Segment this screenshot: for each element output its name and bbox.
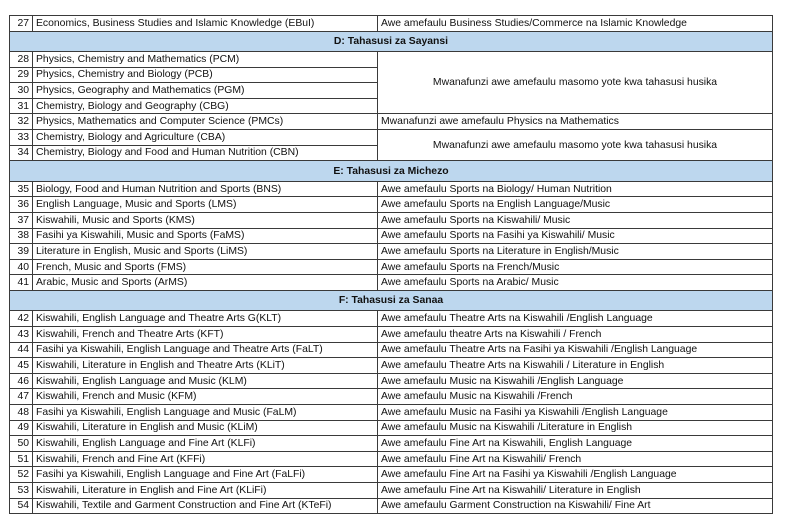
combination-name: Kiswahili, Literature in English and Theatre Arts (KLiT)	[33, 358, 378, 374]
table-row	[10, 498, 773, 514]
requirement: Awe amefaulu Theatre Arts na Fasihi ya Kiswahili /English Language	[378, 342, 773, 358]
table-row	[10, 244, 773, 260]
row-number: 31	[10, 98, 33, 114]
row-number: 49	[10, 420, 33, 436]
table-row	[10, 389, 773, 405]
row-number: 45	[10, 358, 33, 374]
requirement: Awe amefaulu Sports na Biology/ Human Nutrition	[378, 181, 773, 197]
section-header-michezo	[10, 161, 773, 182]
table-row	[10, 327, 773, 343]
combination-name: Chemistry, Biology and Geography (CBG)	[33, 98, 378, 114]
row-number: 48	[10, 404, 33, 420]
table-row	[10, 197, 773, 213]
section-header-sanaa	[10, 290, 773, 311]
requirement: Awe amefaulu Sports na Arabic/ Music	[378, 275, 773, 291]
combination-name: Kiswahili, English Language and Music (KLM)	[33, 373, 378, 389]
table-row	[10, 420, 773, 436]
row-number: 47	[10, 389, 33, 405]
row-number: 27	[10, 16, 33, 32]
combination-name: Kiswahili, Textile and Garment Construction and Fine Art (KTeFi)	[33, 498, 378, 514]
requirement: Awe amefaulu Fine Art na Kiswahili, English Language	[378, 436, 773, 452]
table-row	[10, 451, 773, 467]
table-row	[10, 482, 773, 498]
table-row	[10, 259, 773, 275]
table-row	[10, 212, 773, 228]
table-row	[10, 467, 773, 483]
table-row	[10, 228, 773, 244]
table-row	[10, 404, 773, 420]
merged-requirement: Mwanafunzi awe amefaulu masomo yote kwa tahasusi husika	[378, 130, 773, 161]
combinations-table-body	[10, 16, 773, 514]
row-number: 44	[10, 342, 33, 358]
row-number: 54	[10, 498, 33, 514]
table-row	[10, 130, 773, 146]
row-number: 39	[10, 244, 33, 260]
combination-name: Fasihi ya Kiswahili, English Language and Theatre Arts (FaLT)	[33, 342, 378, 358]
requirement: Awe amefaulu Sports na French/Music	[378, 259, 773, 275]
combination-name: Kiswahili, French and Theatre Arts (KFT)	[33, 327, 378, 343]
requirement: Awe amefaulu Sports na Kiswahili/ Music	[378, 212, 773, 228]
row-number: 29	[10, 67, 33, 83]
combination-name: Chemistry, Biology and Agriculture (CBA)	[33, 130, 378, 146]
row-number: 35	[10, 181, 33, 197]
combination-name: French, Music and Sports (FMS)	[33, 259, 378, 275]
table-row	[10, 358, 773, 374]
combination-name: Kiswahili, Literature in English and Music (KLiM)	[33, 420, 378, 436]
row-number: 34	[10, 145, 33, 161]
row-number: 30	[10, 83, 33, 99]
requirement: Awe amefaulu Fine Art na Kiswahili/ French	[378, 451, 773, 467]
requirement: Awe amefaulu Music na Fasihi ya Kiswahili /English Language	[378, 404, 773, 420]
combination-name: Biology, Food and Human Nutrition and Sports (BNS)	[33, 181, 378, 197]
combination-name: English Language, Music and Sports (LMS)	[33, 197, 378, 213]
requirement: Mwanafunzi awe amefaulu Physics na Mathematics	[378, 114, 773, 130]
requirement: Awe amefaulu Music na Kiswahili /Literature in English	[378, 420, 773, 436]
row-number: 41	[10, 275, 33, 291]
requirement: Awe amefaulu Sports na English Language/Music	[378, 197, 773, 213]
table-row	[10, 275, 773, 291]
section-title: D: Tahasusi za Sayansi	[10, 31, 773, 52]
requirement: Awe amefaulu Sports na Literature in English/Music	[378, 244, 773, 260]
row-number: 32	[10, 114, 33, 130]
table-row	[10, 181, 773, 197]
combination-name: Fasihi ya Kiswahili, English Language and Music (FaLM)	[33, 404, 378, 420]
combination-name: Economics, Business Studies and Islamic Knowledge (EBuI)	[33, 16, 378, 32]
row-number: 53	[10, 482, 33, 498]
section-header-sayansi	[10, 31, 773, 52]
table-row	[10, 436, 773, 452]
combination-name: Physics, Chemistry and Mathematics (PCM)	[33, 52, 378, 68]
combination-name: Physics, Chemistry and Biology (PCB)	[33, 67, 378, 83]
table-row	[10, 342, 773, 358]
row-number: 52	[10, 467, 33, 483]
row-number: 37	[10, 212, 33, 228]
combinations-table	[9, 15, 773, 514]
requirement: Awe amefaulu Sports na Fasihi ya Kiswahili/ Music	[378, 228, 773, 244]
row-number: 50	[10, 436, 33, 452]
combination-name: Kiswahili, French and Music (KFM)	[33, 389, 378, 405]
row-number: 43	[10, 327, 33, 343]
combination-name: Physics, Mathematics and Computer Science (PMCs)	[33, 114, 378, 130]
requirement: Awe amefaulu Fine Art na Kiswahili/ Literature in English	[378, 482, 773, 498]
table-row	[10, 311, 773, 327]
combination-name: Physics, Geography and Mathematics (PGM)	[33, 83, 378, 99]
merged-requirement: Mwanafunzi awe amefaulu masomo yote kwa tahasusi husika	[378, 52, 773, 114]
table-row	[10, 52, 773, 68]
requirement: Awe amefaulu Garment Construction na Kiswahili/ Fine Art	[378, 498, 773, 514]
section-title: F: Tahasusi za Sanaa	[10, 290, 773, 311]
row-number: 36	[10, 197, 33, 213]
row-number: 28	[10, 52, 33, 68]
row-number: 51	[10, 451, 33, 467]
row-number: 42	[10, 311, 33, 327]
requirement: Awe amefaulu Fine Art na Fasihi ya Kiswahili /English Language	[378, 467, 773, 483]
requirement: Awe amefaulu Music na Kiswahili /English Language	[378, 373, 773, 389]
combination-name: Kiswahili, English Language and Theatre Arts G(KLT)	[33, 311, 378, 327]
row-number: 46	[10, 373, 33, 389]
row-number: 40	[10, 259, 33, 275]
row-number: 33	[10, 130, 33, 146]
requirement: Awe amefaulu theatre Arts na Kiswahili / French	[378, 327, 773, 343]
requirement: Awe amefaulu Music na Kiswahili /French	[378, 389, 773, 405]
section-title: E: Tahasusi za Michezo	[10, 161, 773, 182]
requirement: Awe amefaulu Theatre Arts na Kiswahili / Literature in English	[378, 358, 773, 374]
combination-name: Kiswahili, Literature in English and Fine Art (KLiFi)	[33, 482, 378, 498]
combination-name: Kiswahili, Music and Sports (KMS)	[33, 212, 378, 228]
combination-name: Chemistry, Biology and Food and Human Nutrition (CBN)	[33, 145, 378, 161]
requirement: Awe amefaulu Theatre Arts na Kiswahili /English Language	[378, 311, 773, 327]
row-number: 38	[10, 228, 33, 244]
combination-name: Fasihi ya Kiswahili, English Language and Fine Art (FaLFi)	[33, 467, 378, 483]
table-row	[10, 373, 773, 389]
combination-name: Literature in English, Music and Sports (LiMS)	[33, 244, 378, 260]
combination-name: Fasihi ya Kiswahili, Music and Sports (FaMS)	[33, 228, 378, 244]
combination-name: Kiswahili, French and Fine Art (KFFi)	[33, 451, 378, 467]
combination-name: Kiswahili, English Language and Fine Art (KLFi)	[33, 436, 378, 452]
combination-name: Arabic, Music and Sports (ArMS)	[33, 275, 378, 291]
table-row	[10, 114, 773, 130]
table-row	[10, 16, 773, 32]
requirement: Awe amefaulu Business Studies/Commerce na Islamic Knowledge	[378, 16, 773, 32]
